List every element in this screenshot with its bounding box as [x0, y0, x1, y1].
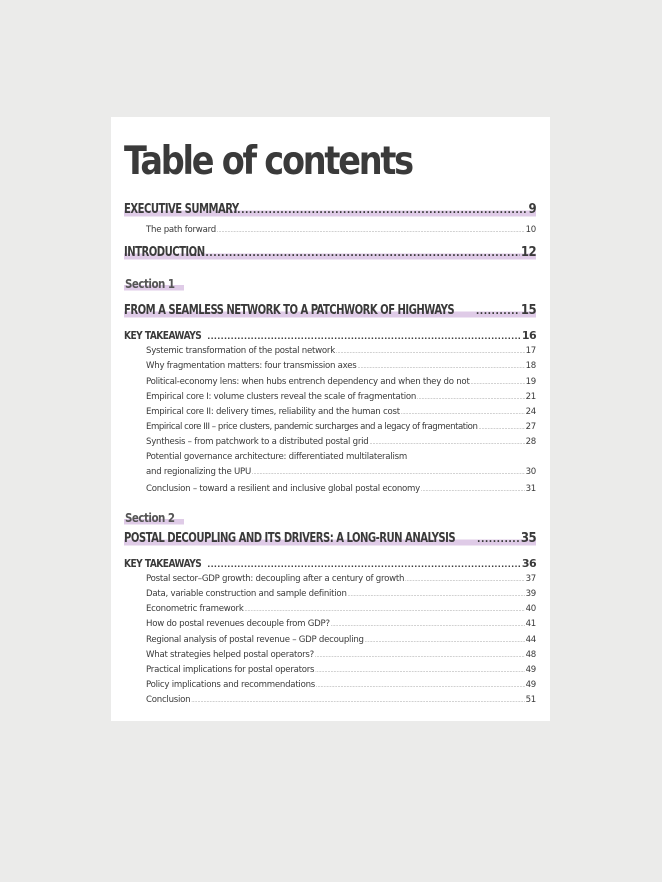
toc-subentry[interactable] — [146, 649, 536, 661]
toc-subentry-page: 41 — [525, 619, 536, 629]
toc-entry-label: FROM A SEAMLESS NETWORK TO A PATCHWORK OF HIGHWAYS — [124, 303, 455, 318]
leader-dots — [207, 331, 521, 343]
leader-dots — [217, 228, 525, 236]
toc-subentry-label: Political-economy lens: when hubs entrench dependency and when they do not — [146, 377, 470, 387]
leader-dots — [421, 487, 525, 495]
leader-dots — [478, 425, 524, 433]
toc-entry-executive-summary[interactable] — [124, 201, 536, 218]
leader-dots — [471, 380, 525, 388]
toc-subentry[interactable] — [146, 466, 536, 478]
leader-dots — [369, 440, 524, 448]
toc-subentry[interactable] — [146, 345, 536, 357]
toc-entry-page: 9 — [528, 202, 536, 217]
leader-dots — [405, 577, 524, 585]
toc-subentry-label: Policy implications and recommendations — [146, 680, 316, 690]
toc-entry-page: 12 — [520, 245, 536, 260]
toc-subentry[interactable] — [146, 618, 536, 630]
leader-dots — [477, 533, 520, 547]
leader-dots — [365, 638, 525, 646]
toc-entry-label: INTRODUCTION — [124, 245, 205, 260]
toc-subentry-page: 21 — [525, 392, 536, 402]
toc-subentry[interactable] — [146, 376, 536, 388]
toc-subentry-label: Empirical core I: volume clusters reveal the scale of fragmentation — [146, 392, 417, 402]
toc-subentry-label: Conclusion – toward a resilient and inclusive global postal economy — [146, 484, 421, 494]
toc-subentry-page: 19 — [525, 377, 536, 387]
toc-subentry-label: The path forward — [146, 225, 216, 235]
toc-subentry-page: 51 — [525, 695, 536, 705]
toc-subentry-page: 30 — [525, 467, 536, 477]
toc-subentry-label: and regionalizing the UPU — [146, 467, 251, 477]
toc-entry-page: 15 — [520, 303, 536, 318]
toc-subentry-page: 37 — [525, 574, 536, 584]
toc-subentry-page: 48 — [525, 650, 536, 660]
toc-subentry-label: Practical implications for postal operators — [146, 665, 315, 675]
toc-subentry[interactable] — [146, 406, 536, 418]
toc-subentry-page: 24 — [525, 407, 536, 417]
leader-dots — [348, 592, 525, 600]
toc-subentry[interactable] — [146, 664, 536, 676]
toc-subentry-label: Regional analysis of postal revenue – GDP decoupling — [146, 635, 364, 645]
toc-entry-page: 16 — [521, 329, 536, 342]
toc-subentry[interactable] — [146, 588, 536, 600]
toc-subentry[interactable] — [146, 483, 536, 495]
leader-dots — [476, 305, 520, 319]
toc-entry-section-2[interactable] — [124, 530, 536, 547]
section-2-label: Section 2 — [124, 510, 184, 526]
toc-subentry-page: 39 — [525, 589, 536, 599]
toc-subentry-label: Potential governance architecture: differentiated multilateralism — [146, 452, 407, 462]
toc-subentry-label: Systemic transformation of the postal network — [146, 346, 335, 356]
toc-subentry-page: 10 — [525, 225, 536, 235]
toc-entry-key-takeaways[interactable] — [124, 328, 536, 343]
toc-subentry-label: Econometric framework — [146, 604, 244, 614]
leader-dots — [336, 349, 525, 357]
toc-subentry-label: Synthesis – from patchwork to a distributed postal grid — [146, 437, 369, 447]
toc-subentry-label: What strategies helped postal operators? — [146, 650, 314, 660]
leader-dots — [401, 410, 525, 418]
toc-subentry-page: 49 — [525, 680, 536, 690]
toc-entry-section-1[interactable] — [124, 302, 536, 319]
toc-subentry-page: 18 — [525, 361, 536, 371]
toc-subentry-page: 28 — [525, 437, 536, 447]
toc-subentry[interactable] — [146, 573, 536, 585]
toc-entry-page: 36 — [521, 557, 536, 570]
toc-subentry-label: Data, variable construction and sample definition — [146, 589, 347, 599]
toc-entry-page: 35 — [520, 531, 536, 546]
toc-subentry-page: 40 — [525, 604, 536, 614]
leader-dots — [417, 395, 525, 403]
toc-subentry[interactable] — [146, 360, 536, 372]
toc-entry-introduction[interactable] — [124, 244, 536, 261]
leader-dots — [225, 204, 527, 218]
toc-subentry-label: Postal sector–GDP growth: decoupling after a century of growth — [146, 574, 405, 584]
toc-subentry-page: 17 — [525, 346, 536, 356]
toc-subentry[interactable] — [146, 679, 536, 691]
toc-subentry-page: 44 — [525, 635, 536, 645]
document-page — [111, 117, 550, 721]
toc-subentry[interactable] — [146, 603, 536, 615]
section-1-label: Section 1 — [124, 276, 184, 292]
toc-subentry[interactable] — [146, 694, 536, 706]
toc-subentry[interactable] — [146, 421, 536, 433]
toc-subentry-label: Empirical core II: delivery times, reliability and the human cost — [146, 407, 400, 417]
leader-dots — [331, 622, 525, 630]
leader-dots — [316, 683, 525, 691]
toc-subentry[interactable] — [146, 634, 536, 646]
toc-entry-label: EXECUTIVE SUMMARY — [124, 202, 239, 217]
leader-dots — [252, 470, 525, 478]
leader-dots — [315, 668, 524, 676]
toc-entry-label: KEY TAKEAWAYS — [124, 329, 202, 342]
toc-subentry[interactable] — [146, 224, 536, 236]
toc-entry-label: KEY TAKEAWAYS — [124, 557, 202, 570]
toc-subentry[interactable] — [146, 391, 536, 403]
leader-dots — [245, 607, 525, 615]
toc-subentry-label: Why fragmentation matters: four transmission axes — [146, 361, 357, 371]
leader-dots — [191, 698, 524, 706]
toc-subentry-label: How do postal revenues decouple from GDP? — [146, 619, 330, 629]
toc-subentry-page: 31 — [525, 484, 536, 494]
leader-dots — [186, 247, 520, 261]
toc-subentry[interactable] — [146, 451, 536, 463]
toc-subentry-label: Empirical core III – price clusters, pandemic surcharges and a legacy of fragmentation — [146, 422, 478, 432]
toc-subentry-label: Conclusion — [146, 695, 191, 705]
page-title: Table of contents — [124, 139, 412, 184]
toc-entry-key-takeaways[interactable] — [124, 556, 536, 571]
leader-dots — [358, 364, 525, 372]
toc-subentry[interactable] — [146, 436, 536, 448]
leader-dots — [315, 653, 525, 661]
toc-entry-label: POSTAL DECOUPLING AND ITS DRIVERS: A LONG-RUN ANALYSIS — [124, 531, 456, 546]
toc-subentry-page: 49 — [525, 665, 536, 675]
leader-dots — [207, 559, 521, 571]
toc-subentry-page: 27 — [525, 422, 536, 432]
